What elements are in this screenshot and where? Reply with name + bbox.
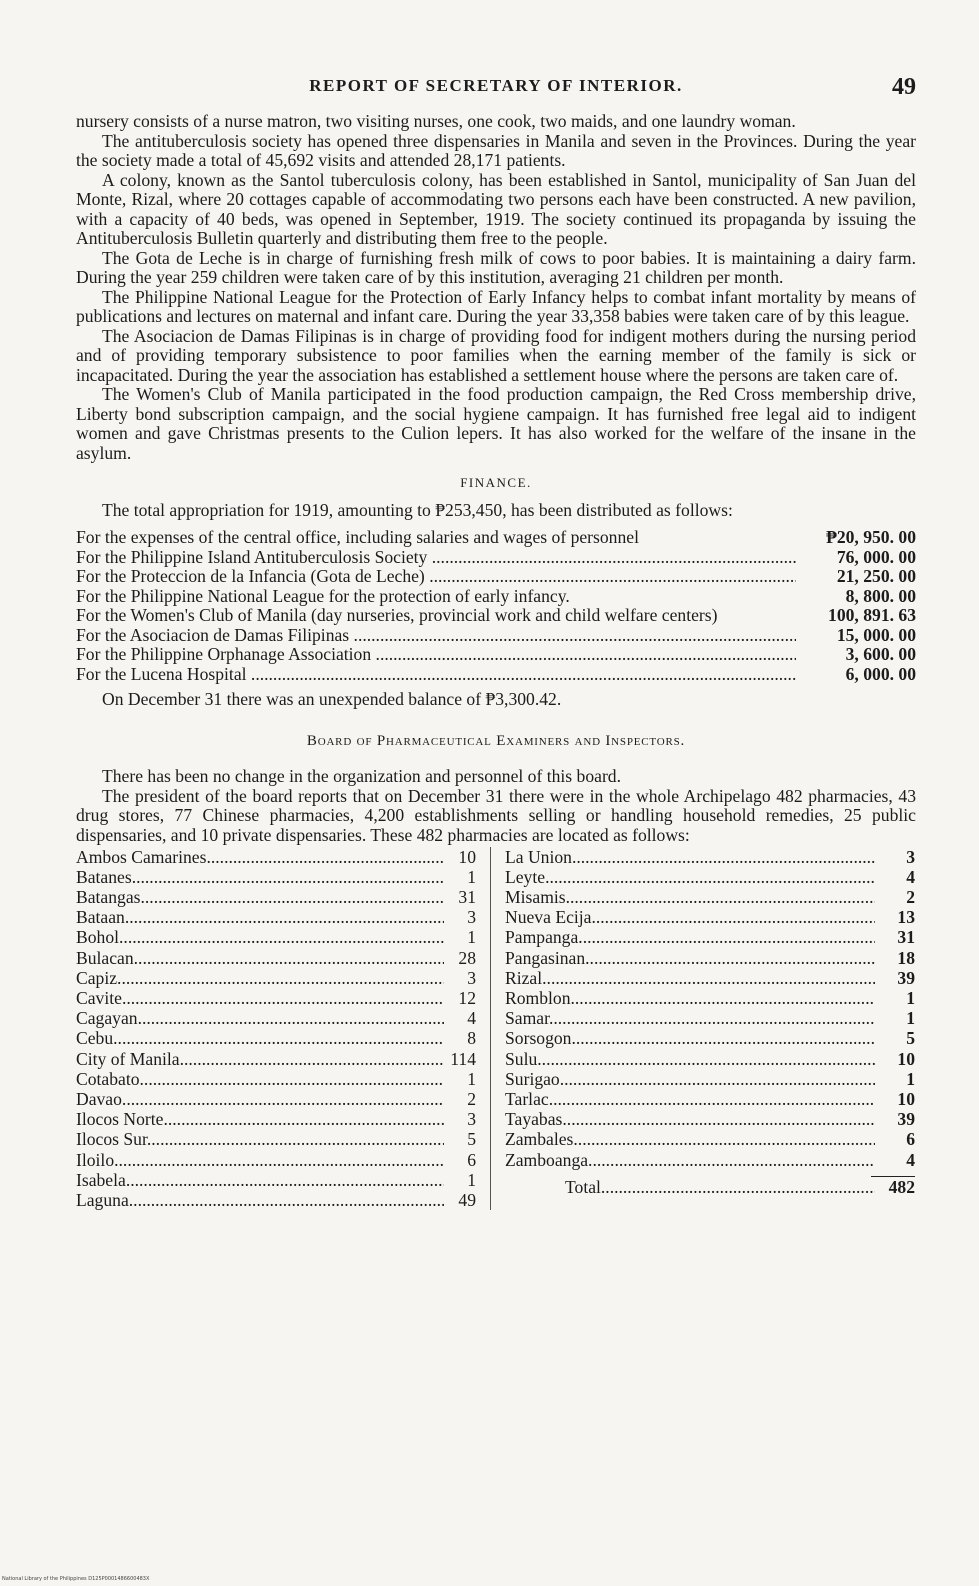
table-row — [76, 1109, 476, 1129]
finance-intro: The total appropriation for 1919, amounting to ₱253,450, has been distributed as follows: — [102, 499, 733, 520]
pharmacy-count: 10 — [897, 1048, 915, 1069]
pharmacy-count: 1 — [906, 1008, 915, 1029]
table-row — [76, 1029, 476, 1049]
province-name: Cagayan ..... — [76, 1009, 444, 1029]
table-row — [505, 887, 915, 907]
paragraph: The Women's Club of Manila participated in the food production campaign, the Red Cross membership drive, Liberty bond subscription campaign, and the social hygiene campaign. It has furnished free legal aid to indigent women and gave Christmas presents to the Culion lepers. It has also worked for the welfare of the insane in the asylum. — [76, 384, 916, 463]
province-name: Sorsogon ..... — [505, 1029, 875, 1049]
pharmacy-count: 1 — [906, 1068, 915, 1089]
province-name: Sulu ..... — [505, 1050, 875, 1070]
paragraph: The Asociacion de Damas Filipinas is in charge of providing food for indigent mothers during the nursing period and of providing temporary subsistence to poor families when the earning member of the family is sick or incapacitated. During the year the association has established a settlement house where the persons are taken care of. — [76, 325, 916, 385]
finance-row — [76, 587, 916, 607]
total-row — [505, 1177, 915, 1197]
province-name: Rizal ..... — [505, 969, 875, 989]
pharmacy-count: 3 — [467, 907, 476, 928]
province-name: Tayabas ..... — [505, 1110, 875, 1130]
table-row — [76, 908, 476, 928]
pharmacy-count: 3 — [906, 846, 915, 867]
pharmacy-column-right — [491, 847, 915, 1210]
pharmacy-count: 1 — [467, 1169, 476, 1190]
table-row — [76, 928, 476, 948]
province-name: Ambos Camarines ..... — [76, 848, 444, 868]
pharmacy-count: 18 — [897, 947, 915, 968]
province-name: Ilocos Norte ..... — [76, 1110, 444, 1130]
province-name: Iloilo ..... — [76, 1151, 444, 1171]
province-name: Surigao ..... — [505, 1070, 875, 1090]
table-row — [505, 908, 915, 928]
running-title: REPORT OF SECRETARY OF INTERIOR. — [309, 76, 683, 95]
paragraph: The antituberculosis society has opened three dispensaries in Manila and seven in the Provinces. During the year the society made a total of 45,692 visits and attended 28,171 patients. — [76, 130, 916, 170]
province-name: Isabela ..... — [76, 1171, 444, 1191]
table-row — [505, 1029, 915, 1049]
finance-row — [76, 606, 916, 626]
finance-label: For the Women's Club of Manila (day nurseries, provincial work and child welfare centers) — [76, 606, 718, 625]
pharmacy-count: 114 — [450, 1048, 476, 1069]
finance-table — [76, 528, 916, 684]
pharmacy-count: 1 — [906, 988, 915, 1008]
table-row — [505, 1009, 915, 1029]
province-name: Bohol ..... — [76, 928, 444, 948]
table-row — [505, 1069, 915, 1089]
province-name: Leyte ..... — [505, 868, 875, 888]
table-row — [76, 1150, 476, 1170]
pharmacy-count: 49 — [458, 1189, 476, 1210]
table-row — [76, 1049, 476, 1069]
province-name: Batanes ..... — [76, 868, 444, 888]
province-name: Laguna ..... — [76, 1191, 444, 1211]
table-row — [76, 1069, 476, 1089]
pharmacy-count: 5 — [467, 1129, 476, 1150]
pharmacy-count: 6 — [906, 1129, 915, 1150]
paragraph: A colony, known as the Santol tuberculosis colony, has been established in Santol, municipality of San Juan del Monte, Rizal, where 20 cottages capable of accommodating two persons each have been constructed. A new pavilion, with a capacity of 40 beds, was opened in September, 1919. The society continued its propaganda by issuing the Antituberculosis Bulletin quarterly and distributing them free to the people. — [76, 169, 916, 248]
province-name: Nueva Ecija ..... — [505, 908, 875, 928]
table-row — [505, 1049, 915, 1069]
pharmacy-count: 8 — [467, 1028, 476, 1049]
pharmacy-count: 1 — [467, 927, 476, 948]
province-name: Tarlac ..... — [505, 1090, 875, 1110]
table-row — [505, 948, 915, 968]
province-name: Cotabato ..... — [76, 1070, 444, 1090]
pharmacy-count: 3 — [467, 967, 476, 988]
pharmacy-count: 31 — [897, 927, 915, 948]
table-row — [76, 1190, 476, 1210]
table-row — [76, 867, 476, 887]
finance-label: For the Philippine Orphanage Association ..... — [76, 645, 796, 665]
paragraph: The president of the board reports that on December 31 there were in the whole Archipelago 482 pharmacies, 43 drug stores, 77 Chinese pharmacies, 4,200 establishments selling or handling household remedies, 25 public dispensaries, and 10 private dispensaries. These 482 pharmacies are located as follows: — [76, 785, 916, 845]
table-row — [505, 928, 915, 948]
finance-row — [76, 626, 916, 646]
finance-amount: ₱20, 950. 00 — [826, 527, 916, 547]
table-row — [505, 867, 915, 887]
pharmacy-count: 10 — [897, 1088, 915, 1109]
pharmacy-count: 4 — [906, 1149, 915, 1170]
table-row — [505, 1089, 915, 1109]
province-name: Ilocos Sur ..... — [76, 1130, 444, 1150]
pharmacy-count: 1 — [467, 1068, 476, 1089]
table-row — [505, 1109, 915, 1129]
finance-label: For the Proteccion de la Infancia (Gota de Leche) ..... — [76, 567, 796, 587]
province-name: Romblon ..... — [505, 989, 875, 1009]
finance-amount: 3, 600. 00 — [845, 644, 916, 664]
page-body — [76, 112, 916, 1210]
pharmacy-table — [76, 847, 916, 1210]
pharmacy-count: 3 — [467, 1109, 476, 1130]
pharmacy-count: 6 — [467, 1149, 476, 1170]
finance-amount: 100, 891. 63 — [828, 605, 916, 625]
province-name: Cavite ..... — [76, 989, 444, 1009]
table-row — [76, 1089, 476, 1109]
province-name: Zambales ..... — [505, 1130, 875, 1150]
province-name: Pangasinan ..... — [505, 949, 875, 969]
page-header — [76, 74, 916, 104]
pharmacy-count: 39 — [897, 967, 915, 988]
finance-row — [76, 528, 916, 548]
finance-label: For the Philippine Island Antituberculosis Society ..... — [76, 548, 796, 568]
paragraph: The Gota de Leche is in charge of furnishing fresh milk of cows to poor babies. It is maintaining a dairy farm. During the year 259 children were taken care of by this institution, averaging 21 children per month. — [76, 247, 916, 287]
table-row — [76, 887, 476, 907]
pharmacy-count: 5 — [906, 1028, 915, 1049]
finance-row — [76, 567, 916, 587]
table-row — [76, 847, 476, 867]
page-number: 49 — [892, 74, 916, 100]
table-row — [76, 988, 476, 1008]
province-name: Misamis ..... — [505, 888, 875, 908]
pharmacy-count: 12 — [458, 988, 476, 1008]
pharmacy-count: 4 — [467, 1008, 476, 1029]
pharmacy-count: 1 — [467, 866, 476, 887]
province-name: Capiz ..... — [76, 969, 444, 989]
finance-row — [76, 548, 916, 568]
pharmacy-count: 28 — [458, 947, 476, 968]
total-label: Total ..... — [565, 1178, 875, 1198]
pharmacy-count: 2 — [906, 887, 915, 908]
finance-label: For the Lucena Hospital ..... — [76, 665, 796, 685]
province-name: Samar ..... — [505, 1009, 875, 1029]
table-row — [76, 1170, 476, 1190]
paragraph: nursery consists of a nurse matron, two visiting nurses, one cook, two maids, and one laundry woman. — [76, 111, 796, 131]
province-name: La Union ..... — [505, 848, 875, 868]
pharmacy-count: 39 — [897, 1109, 915, 1130]
pharmacy-count: 13 — [897, 907, 915, 928]
section-heading-board: Board of Pharmaceutical Examiners and Inspectors. — [306, 732, 686, 749]
finance-label: For the expenses of the central office, including salaries and wages of personnel — [76, 528, 639, 547]
province-name: Batangas ..... — [76, 888, 444, 908]
scan-footer: National Library of the Philippines D125P0001486600483X — [2, 1576, 150, 1582]
finance-amount: 21, 250. 00 — [836, 566, 916, 586]
finance-amount: 76, 000. 00 — [836, 546, 916, 567]
table-row — [76, 968, 476, 988]
finance-label: For the Philippine National League for the protection of early infancy. — [76, 586, 570, 606]
finance-amount: 15, 000. 00 — [836, 624, 916, 645]
table-row — [505, 1150, 915, 1170]
table-row — [505, 1130, 915, 1150]
finance-row — [76, 645, 916, 665]
pharmacy-count: 31 — [458, 887, 476, 908]
table-row — [76, 1009, 476, 1029]
finance-amount: 8, 800. 00 — [845, 585, 916, 606]
table-row — [505, 968, 915, 988]
finance-row — [76, 665, 916, 685]
table-row — [505, 988, 915, 1008]
paragraph: There has been no change in the organization and personnel of this board. — [102, 766, 622, 786]
pharmacy-count: 4 — [906, 866, 915, 887]
finance-amount: 6, 000. 00 — [845, 663, 916, 684]
province-name: Davao ..... — [76, 1090, 444, 1110]
table-row — [76, 1130, 476, 1150]
province-name: Pampanga ..... — [505, 928, 875, 948]
province-name: Cebu ..... — [76, 1029, 444, 1049]
finance-label: For the Asociacion de Damas Filipinas ..... — [76, 626, 796, 646]
province-name: Bataan ..... — [76, 908, 444, 928]
table-row — [76, 948, 476, 968]
province-name: Zamboanga ..... — [505, 1151, 875, 1171]
pharmacy-column-left — [76, 847, 491, 1210]
finance-balance: On December 31 there was an unexpended balance of ₱3,300.42. — [102, 689, 562, 709]
pharmacy-count: 10 — [458, 846, 476, 867]
province-name: City of Manila ..... — [76, 1050, 444, 1070]
table-row — [505, 847, 915, 867]
paragraph: The Philippine National League for the Protection of Early Infancy helps to combat infant mortality by means of publications and lectures on maternal and infant care. During the year 33,358 babies were taken care of by this league. — [76, 286, 916, 326]
section-heading-finance: FINANCE. — [460, 475, 532, 490]
province-name: Bulacan ..... — [76, 949, 444, 969]
pharmacy-count: 2 — [467, 1088, 476, 1109]
total-count: 482 — [888, 1176, 915, 1197]
